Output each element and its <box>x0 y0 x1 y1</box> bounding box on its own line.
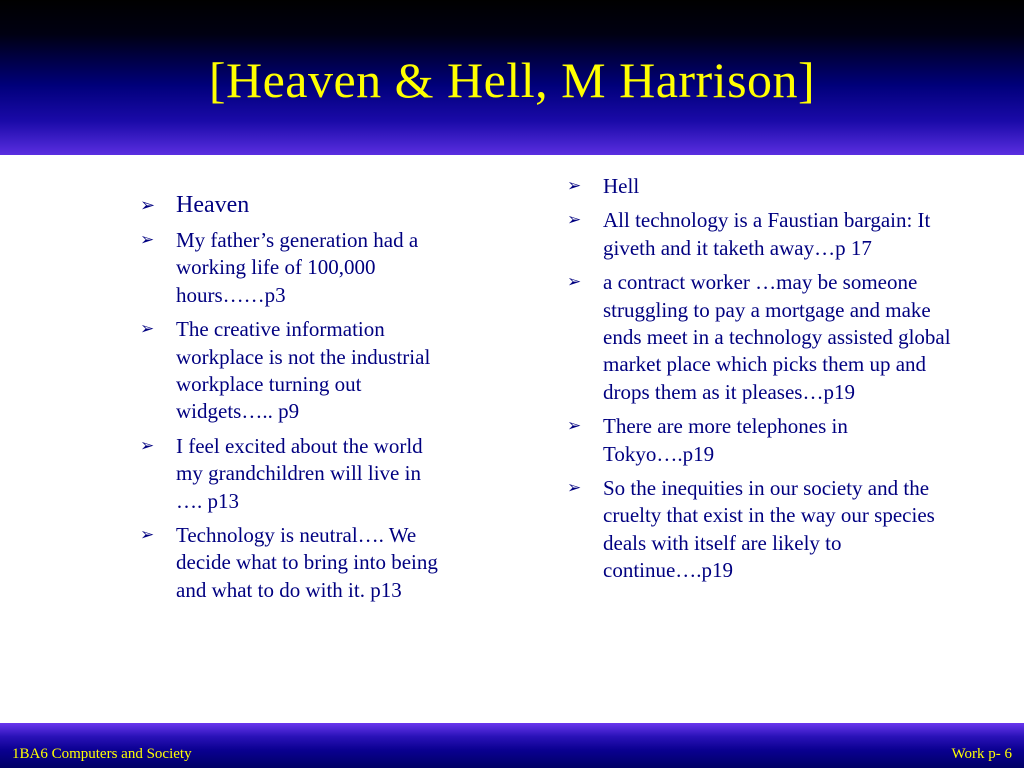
arrow-bullet-icon: ➢ <box>567 272 582 293</box>
slide-title: [Heaven & Hell, M Harrison] <box>208 52 816 108</box>
hell-bullet-text: There are more telephones in Tokyo….p19 <box>603 414 848 466</box>
slide-number: Work p- 6 <box>951 746 1012 762</box>
heaven-heading: Heaven <box>176 192 250 218</box>
arrow-bullet-icon: ➢ <box>140 435 155 456</box>
arrow-bullet-icon: ➢ <box>140 195 156 216</box>
heaven-column <box>140 191 445 611</box>
slide-footer <box>0 723 1024 768</box>
course-name: 1BA6 Computers and Society <box>12 746 192 762</box>
arrow-bullet-icon: ➢ <box>140 230 155 250</box>
heaven-heading-item <box>140 191 445 220</box>
hell-bullet-text: So the inequities in our society and the cruelty that exist in the way our species deals with itself are likely to continue….p19 <box>603 476 935 583</box>
heaven-bullet-item <box>140 433 445 515</box>
heaven-bullet-item <box>140 227 445 309</box>
arrow-bullet-icon: ➢ <box>567 478 582 499</box>
arrow-bullet-icon: ➢ <box>140 319 155 340</box>
hell-bullet-item <box>567 207 952 262</box>
arrow-bullet-icon: ➢ <box>567 210 582 231</box>
heaven-bullet-text: The creative information workplace is not the industrial workplace turning out widgets….. p9 <box>176 317 431 424</box>
heaven-bullet-text: My father’s generation had a working life of 100,000 hours……p3 <box>176 228 419 307</box>
hell-bullet-item <box>567 413 952 468</box>
hell-heading: Hell <box>603 174 640 198</box>
arrow-bullet-icon: ➢ <box>567 176 582 196</box>
arrow-bullet-icon: ➢ <box>567 416 582 437</box>
heaven-bullet-item <box>140 522 445 604</box>
heaven-bullet-item <box>140 316 445 426</box>
hell-bullet-text: a contract worker …may be someone struggling to pay a mortgage and make ends meet in a technology assisted global market place which picks them up and drops them as it pleases…p19 <box>603 270 951 404</box>
hell-bullet-item <box>567 269 952 406</box>
hell-column <box>567 173 952 592</box>
slide-header <box>0 0 1024 155</box>
hell-bullet-item <box>567 475 952 585</box>
heaven-bullet-text: I feel excited about the world my grandchildren will live in …. p13 <box>176 433 423 513</box>
hell-bullet-text: All technology is a Faustian bargain: It giveth and it taketh away…p 17 <box>603 208 931 260</box>
hell-heading-item <box>567 173 952 200</box>
heaven-bullet-text: Technology is neutral…. We decide what to bring into being and what to do with it. p13 <box>176 523 438 602</box>
arrow-bullet-icon: ➢ <box>140 525 155 546</box>
